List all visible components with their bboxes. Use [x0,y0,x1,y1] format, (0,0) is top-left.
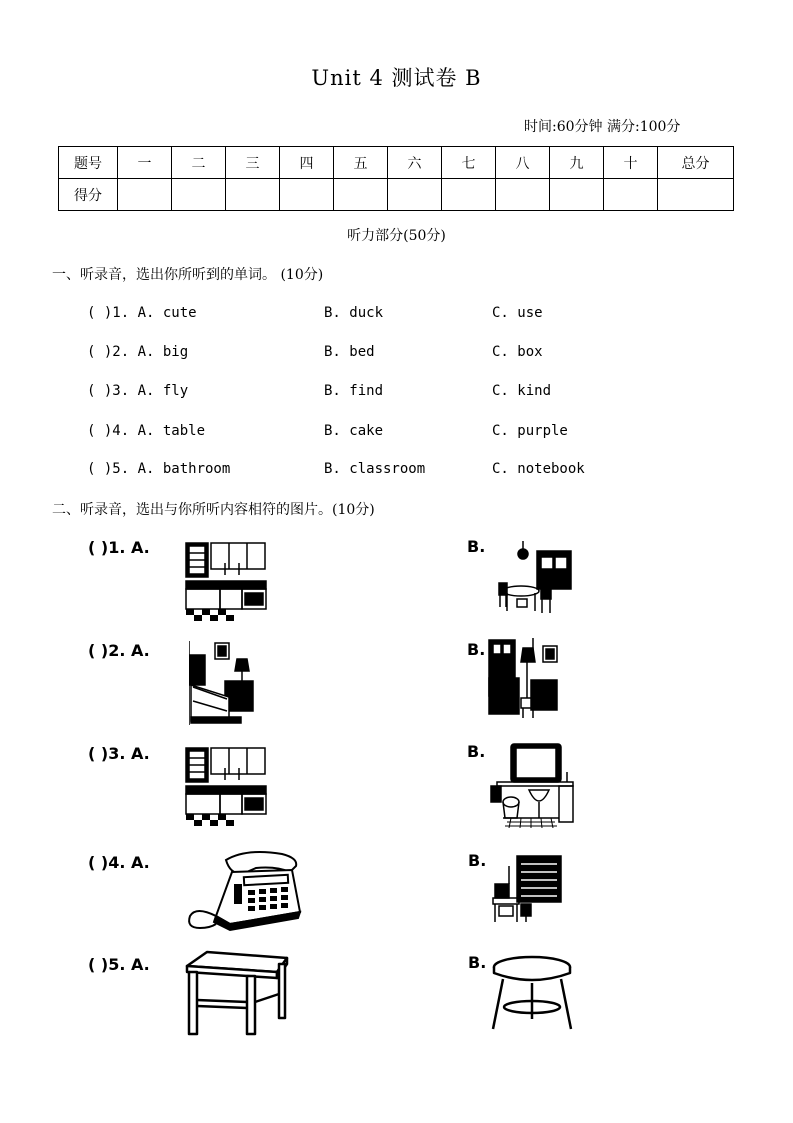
option-c: C. notebook [492,461,585,477]
score-input-cell[interactable] [334,179,388,211]
section2-q4-b-label[interactable]: B. [468,851,487,870]
section2-q1-b-label[interactable]: B. [467,537,486,556]
score-input-cell[interactable] [280,179,334,211]
round-table-icon[interactable] [491,955,573,1031]
score-cell: 二 [172,147,226,179]
score-table [58,146,734,211]
option-c: C. box [492,344,543,360]
section1-question-4 [87,423,687,443]
score-cell: 五 [334,147,388,179]
score-table-header-row [59,147,734,179]
dining-room-icon[interactable] [497,541,573,617]
option-c: C. use [492,305,543,321]
section2-q2-b-label[interactable]: B. [467,640,486,659]
section2-q4-label[interactable]: ( )4. A. [88,853,150,872]
section1-question-5 [87,461,687,481]
option-b: B. duck [324,305,384,321]
score-input-cell[interactable] [388,179,442,211]
score-cell: 三 [226,147,280,179]
score-cell: 题号 [59,147,118,179]
question-stem-option-a[interactable]: ( )5. A. bathroom [87,461,231,477]
bedroom-icon[interactable] [189,641,255,725]
score-cell: 七 [442,147,496,179]
score-input-cell[interactable] [550,179,604,211]
option-c: C. purple [492,423,568,439]
score-cell: 总分 [658,147,734,179]
section2-title: 二、听录音，选出与你所听内容相符的图片。(10分) [52,502,375,518]
score-cell: 八 [496,147,550,179]
section2-q5-b-label[interactable]: B. [468,953,487,972]
time-info: 时间:60分钟 满分:100分 [524,119,681,135]
score-table-score-row [59,179,734,211]
bathroom-icon[interactable] [489,742,575,828]
score-cell: 四 [280,147,334,179]
option-b: B. cake [324,423,384,439]
score-cell: 九 [550,147,604,179]
section2-q2-label[interactable]: ( )2. A. [88,641,150,660]
score-input-cell[interactable] [172,179,226,211]
option-c: C. kind [492,383,552,399]
question-stem-option-a[interactable]: ( )4. A. table [87,423,206,439]
square-table-icon[interactable] [185,950,291,1038]
score-cell: 得分 [59,179,118,211]
page-title: Unit 4 测试卷 B [311,66,482,90]
question-stem-option-a[interactable]: ( )1. A. cute [87,305,197,321]
score-input-cell[interactable] [496,179,550,211]
score-cell: 六 [388,147,442,179]
score-cell: 一 [118,147,172,179]
score-input-cell[interactable] [118,179,172,211]
section1-question-3 [87,383,687,403]
option-b: B. classroom [324,461,426,477]
kitchen-icon[interactable] [185,746,267,826]
question-stem-option-a[interactable]: ( )2. A. big [87,344,189,360]
section2-q3-b-label[interactable]: B. [467,742,486,761]
score-input-cell[interactable] [604,179,658,211]
section2-q1-label[interactable]: ( )1. A. [88,538,150,557]
score-input-cell[interactable] [658,179,734,211]
part-title: 听力部分(50分) [347,228,446,244]
section2-q3-label[interactable]: ( )3. A. [88,744,150,763]
kitchen-icon[interactable] [185,541,267,621]
score-cell: 十 [604,147,658,179]
section2-q5-label[interactable]: ( )5. A. [88,955,150,974]
section1-title: 一、听录音，选出你所听到的单词。 (10分) [52,267,324,283]
section1-question-2 [87,344,687,364]
telephone-icon[interactable] [186,850,302,932]
section1-question-1 [87,305,687,325]
desk-computer-icon[interactable] [491,854,563,924]
score-input-cell[interactable] [226,179,280,211]
question-stem-option-a[interactable]: ( )3. A. fly [87,383,189,399]
option-b: B. bed [324,344,375,360]
score-input-cell[interactable] [442,179,496,211]
living-room-icon[interactable] [487,638,561,720]
option-b: B. find [324,383,384,399]
